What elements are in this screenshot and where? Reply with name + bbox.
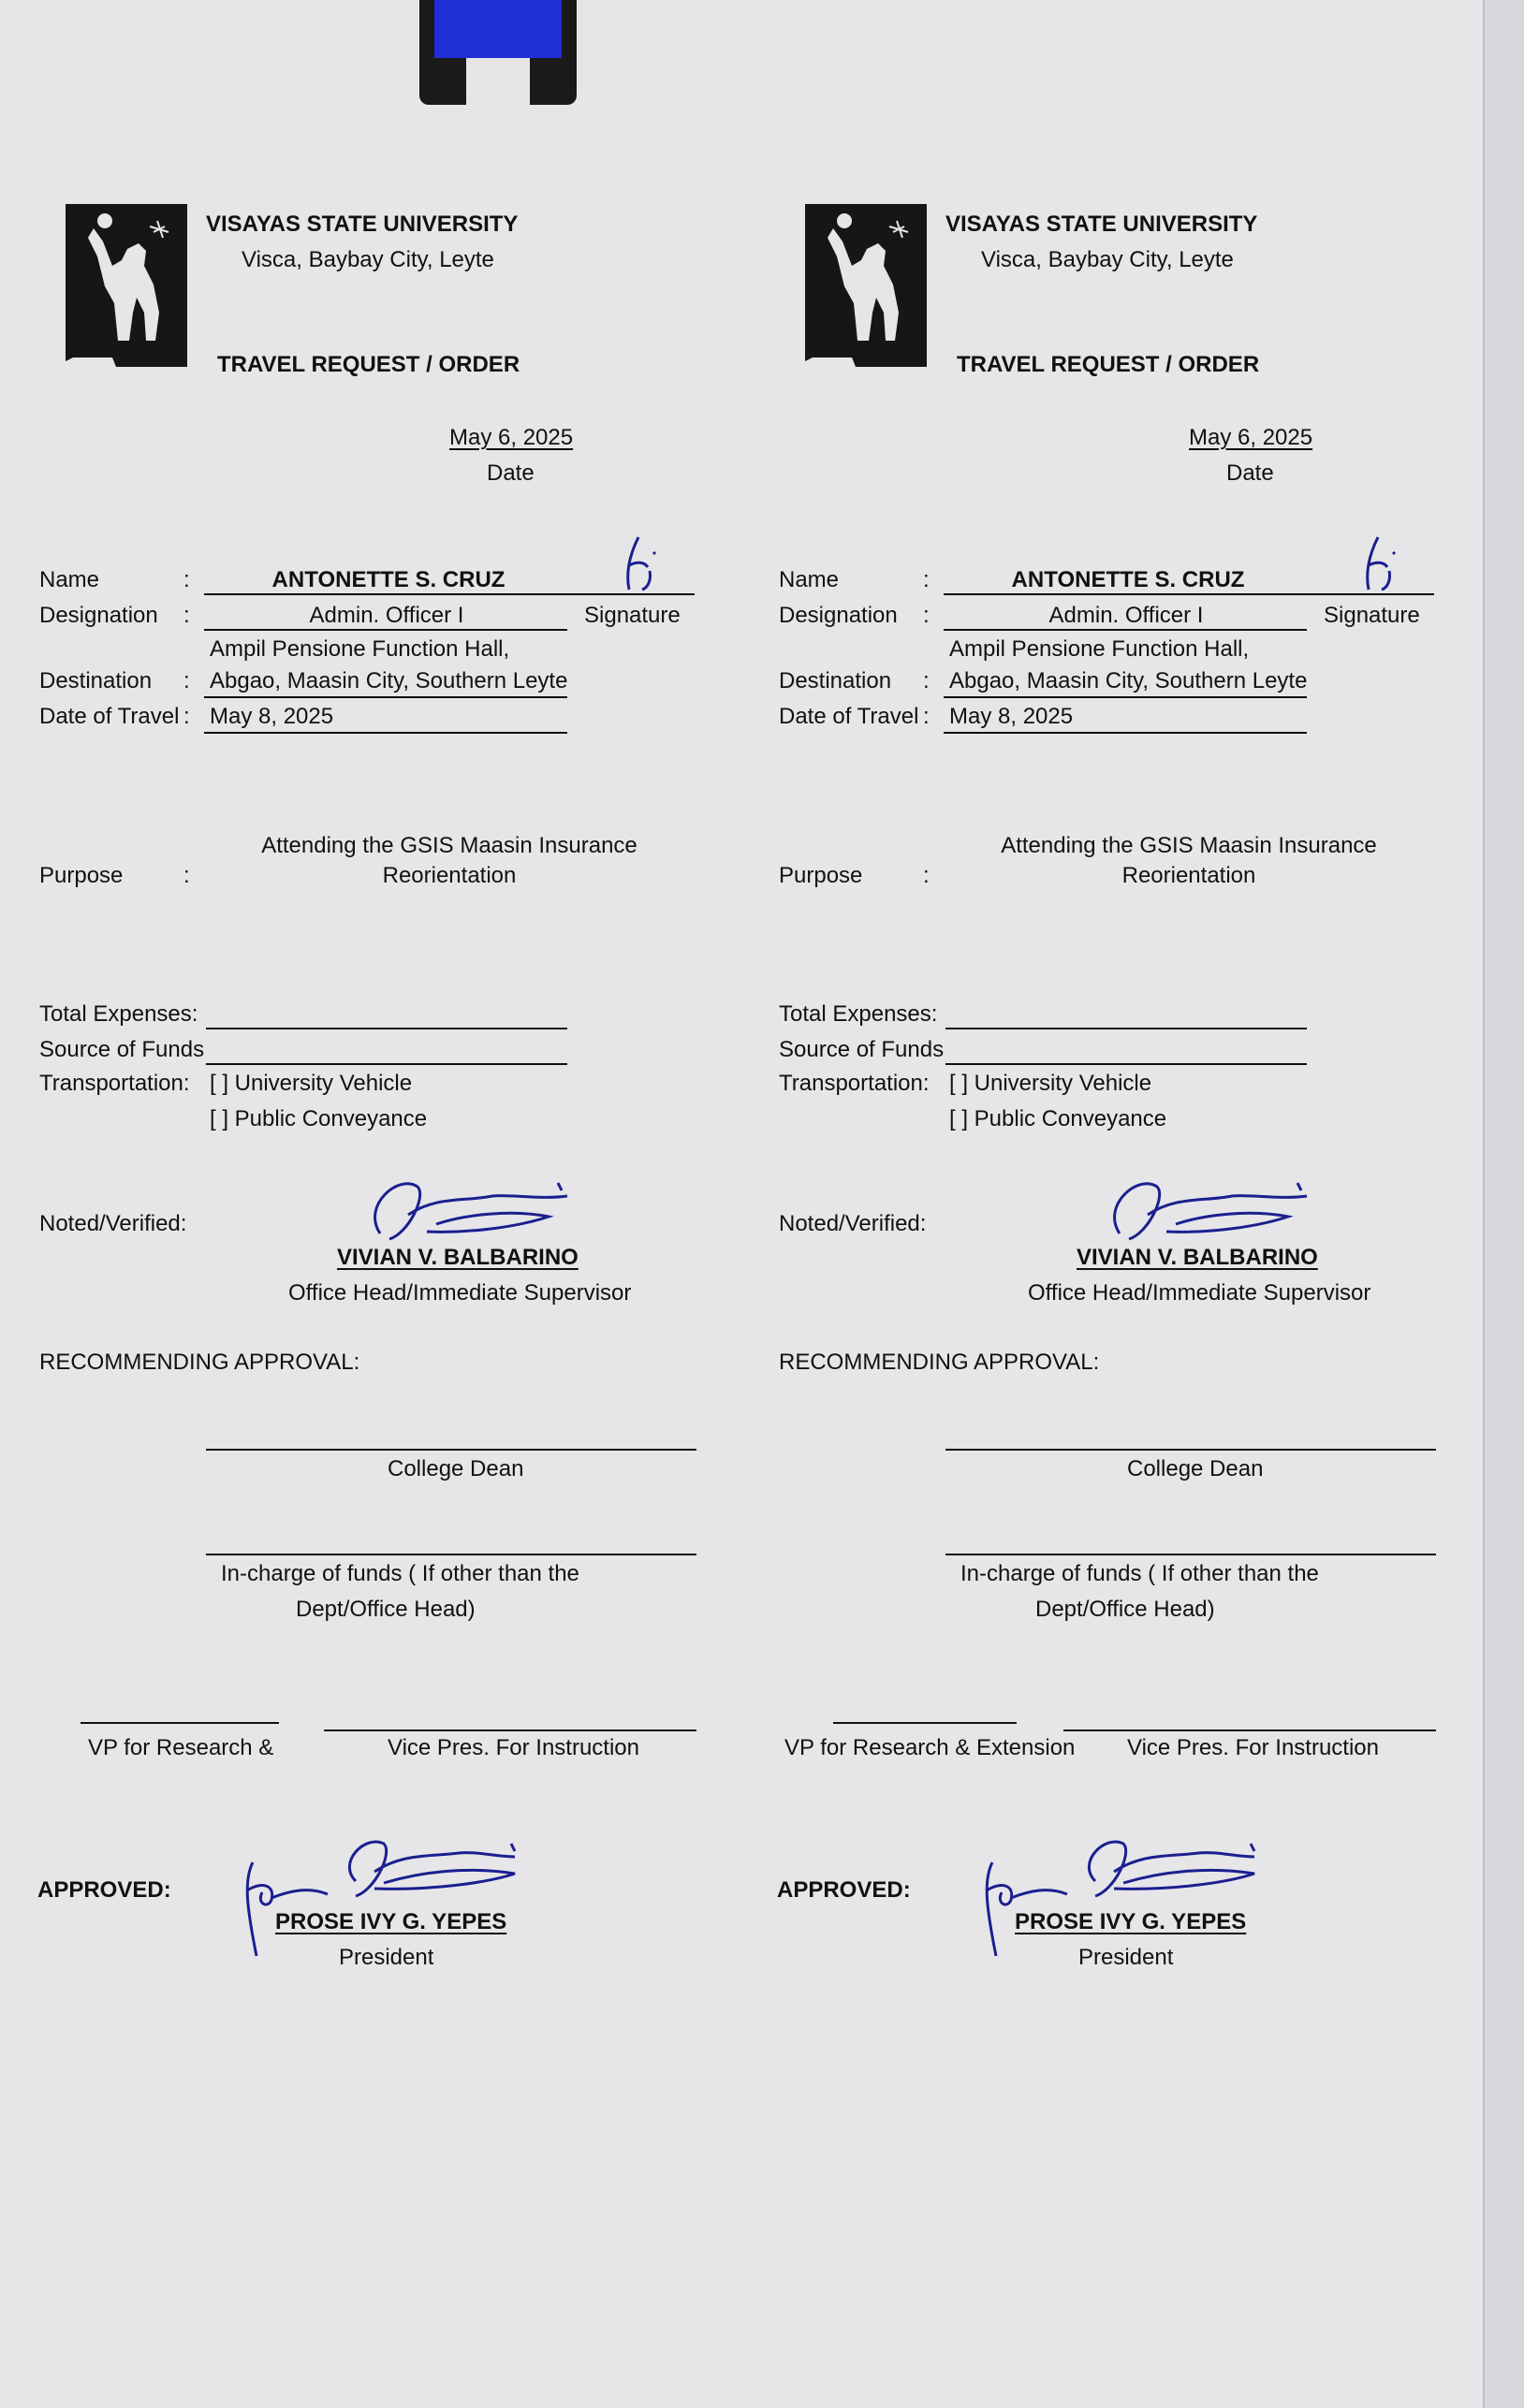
university-name: VISAYAS STATE UNIVERSITY: [945, 212, 1258, 237]
president-name: PROSE IVY G. YEPES: [275, 1909, 507, 1934]
name-value: ANTONETTE S. CRUZ: [1011, 567, 1245, 592]
vp-instruction-label: Vice Pres. For Instruction: [388, 1735, 639, 1760]
purpose-label: Purpose: [779, 863, 863, 888]
travel-date-value: May 8, 2025: [949, 704, 1074, 729]
form-title: TRAVEL REQUEST / ORDER: [957, 352, 1260, 377]
source-of-funds-label: Source of Funds: [39, 1037, 205, 1062]
destination-label: Destination: [779, 668, 892, 693]
designation-value: Admin. Officer I: [1048, 603, 1204, 628]
purpose-line2: Reorientation: [382, 863, 517, 888]
designation-label: Designation: [39, 603, 158, 628]
travel-date-label: Date of Travel: [779, 704, 919, 729]
colon: :: [183, 704, 190, 729]
colon: :: [183, 668, 190, 693]
checkbox-public-conveyance: [ ] Public Conveyance: [210, 1106, 428, 1131]
colon: :: [183, 863, 190, 888]
noted-label: Noted/Verified:: [39, 1211, 187, 1236]
incharge-line1: In-charge of funds ( If other than the: [221, 1561, 579, 1586]
noted-label: Noted/Verified:: [779, 1211, 927, 1236]
source-of-funds-label: Source of Funds: [779, 1037, 945, 1062]
designation-label: Designation: [779, 603, 898, 628]
destination-line1: Ampil Pensione Function Hall,: [210, 636, 510, 662]
travel-order-form-right: [740, 0, 1502, 2408]
request-date: May 6, 2025: [1189, 425, 1313, 450]
date-label: Date: [487, 460, 535, 486]
college-dean-label: College Dean: [1127, 1456, 1264, 1481]
checkbox-university-vehicle: [ ] University Vehicle: [210, 1071, 413, 1096]
designation-value: Admin. Officer I: [309, 603, 464, 628]
colon: :: [923, 567, 930, 592]
purpose-line1: Attending the GSIS Maasin Insurance: [261, 833, 637, 858]
date-label: Date: [1226, 460, 1274, 486]
total-expenses-label: Total Expenses:: [39, 1001, 198, 1027]
signature-label: Signature: [1324, 603, 1420, 628]
incharge-line2: Dept/Office Head): [1035, 1597, 1215, 1622]
checkbox-public-conveyance: [ ] Public Conveyance: [949, 1106, 1167, 1131]
destination-label: Destination: [39, 668, 153, 693]
name-label: Name: [779, 567, 840, 592]
name-label: Name: [39, 567, 100, 592]
colon: :: [923, 668, 930, 693]
supervisor-name: VIVIAN V. BALBARINO: [337, 1245, 579, 1270]
incharge-line2: Dept/Office Head): [296, 1597, 476, 1622]
vp-research-label: VP for Research & Extension: [784, 1735, 1076, 1760]
university-logo-icon: [60, 200, 193, 371]
name-value: ANTONETTE S. CRUZ: [271, 567, 506, 592]
vp-research-label: VP for Research &: [88, 1735, 274, 1760]
president-title: President: [339, 1945, 434, 1970]
approved-label: APPROVED:: [777, 1877, 911, 1903]
transportation-label: Transportation:: [779, 1071, 930, 1096]
transportation-label: Transportation:: [39, 1071, 190, 1096]
colon: :: [183, 567, 190, 592]
colon: :: [923, 603, 930, 628]
colon: :: [923, 704, 930, 729]
destination-line1: Ampil Pensione Function Hall,: [949, 636, 1250, 662]
vp-instruction-label: Vice Pres. For Instruction: [1127, 1735, 1379, 1760]
president-title: President: [1078, 1945, 1174, 1970]
purpose-line2: Reorientation: [1121, 863, 1256, 888]
university-name: VISAYAS STATE UNIVERSITY: [206, 212, 519, 237]
travel-date-label: Date of Travel: [39, 704, 180, 729]
incharge-line1: In-charge of funds ( If other than the: [960, 1561, 1319, 1586]
total-expenses-label: Total Expenses:: [779, 1001, 938, 1027]
purpose-line1: Attending the GSIS Maasin Insurance: [1001, 833, 1377, 858]
handwritten-signature: [1361, 533, 1402, 603]
university-logo-icon: [799, 200, 932, 371]
president-name: PROSE IVY G. YEPES: [1015, 1909, 1247, 1934]
supervisor-title: Office Head/Immediate Supervisor: [1028, 1280, 1371, 1306]
destination-line2: Abgao, Maasin City, Southern Leyte: [210, 668, 568, 693]
recommending-label: RECOMMENDING APPROVAL:: [39, 1350, 360, 1375]
signature-label: Signature: [584, 603, 681, 628]
colon: :: [923, 863, 930, 888]
form-title: TRAVEL REQUEST / ORDER: [217, 352, 520, 377]
supervisor-name: VIVIAN V. BALBARINO: [1077, 1245, 1318, 1270]
approved-label: APPROVED:: [37, 1877, 171, 1903]
colon: :: [183, 603, 190, 628]
checkbox-university-vehicle: [ ] University Vehicle: [949, 1071, 1152, 1096]
destination-line2: Abgao, Maasin City, Southern Leyte: [949, 668, 1308, 693]
supervisor-title: Office Head/Immediate Supervisor: [288, 1280, 632, 1306]
request-date: May 6, 2025: [449, 425, 574, 450]
purpose-label: Purpose: [39, 863, 124, 888]
college-dean-label: College Dean: [388, 1456, 524, 1481]
recommending-label: RECOMMENDING APPROVAL:: [779, 1350, 1100, 1375]
university-address: Visca, Baybay City, Leyte: [242, 247, 494, 272]
handwritten-signature: [622, 533, 663, 603]
travel-date-value: May 8, 2025: [210, 704, 334, 729]
university-address: Visca, Baybay City, Leyte: [981, 247, 1234, 272]
